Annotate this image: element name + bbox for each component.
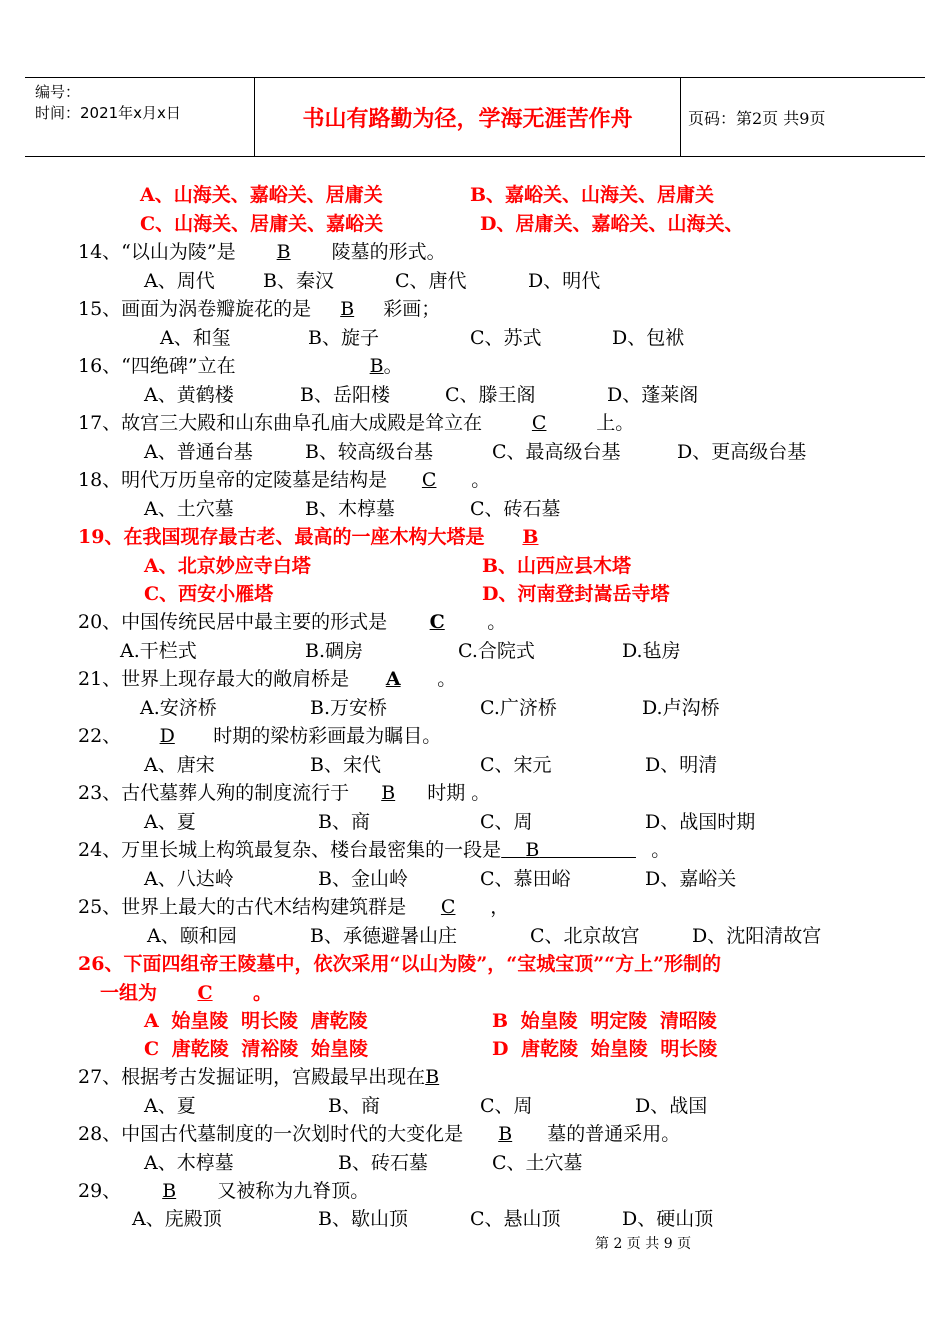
question-text: 15、画面为涡卷瓣旋花的是 [78,298,312,320]
q15-option-c: C、苏式 [470,327,542,349]
q20-option-b: B.碉房 [305,640,364,662]
q16-option-c: C、滕王阁 [445,384,536,406]
question-text: 陵墓的形式。 [331,241,446,263]
q22-option-b: B、宋代 [310,754,381,776]
q18-option-a: A、土穴墓 [144,498,234,520]
question-20 [78,610,506,634]
answer-blank: C [421,469,437,491]
q19-option-b: B、山西应县木塔 [482,555,632,577]
q28-option-c: C、土穴墓 [492,1152,583,1174]
q13-option-b: B、嘉峪关、山海关、居庸关 [470,184,715,206]
header-page-label: 页码：第2页 共9页 [688,109,826,128]
question-text: 22、 [78,725,122,747]
question-text: 27、根据考古发掘证明，宫殿最早出现在 [78,1066,426,1088]
question-27 [78,1065,505,1089]
question-text: 21、世界上现存最大的敞肩桥是 [78,668,350,690]
header-divider [680,78,681,156]
q27-option-c: C、周 [480,1095,533,1117]
q16-option-b: B、岳阳楼 [300,384,390,406]
code-label: 编号： [35,83,81,101]
answer-blank: B [162,1180,177,1202]
q20-option-c: C.合院式 [458,640,535,662]
answer-blank: A [385,668,401,690]
q23-option-b: B、商 [318,811,370,833]
question-21 [78,667,456,691]
question-25 [78,895,509,919]
q14-option-c: C、唐代 [395,270,467,292]
q21-option-d: D.卢沟桥 [642,697,720,719]
q17-option-d: D、更高级台基 [677,441,807,463]
q15-option-b: B、旋子 [308,327,379,349]
q23-option-a: A、夏 [144,811,196,833]
q24-option-a: A、八达岭 [144,868,234,890]
q23-option-c: C、周 [480,811,533,833]
question-text: ， [490,896,510,918]
q28-option-a: A、木椁墓 [144,1152,234,1174]
question-29 [78,1179,369,1203]
question-text: 时期的梁枋彩画最为瞩目。 [213,725,442,747]
q19-option-a: A、北京妙应寺白塔 [144,555,311,577]
q20-option-a: A.干栏式 [120,640,197,662]
question-text: 14、“以山为陵”是 [78,241,236,263]
question-16 [78,354,403,378]
answer-blank: B [498,1123,513,1145]
q23-option-d: D、战国时期 [645,811,756,833]
q19-option-c: C、西安小雁塔 [144,583,274,605]
question-26-line-2 [100,981,272,1005]
time-label: 时间：2021年x月x日 [35,104,181,122]
q29-option-c: C、悬山顶 [470,1208,561,1230]
answer-blank: B [276,241,291,263]
q25-option-b: B、承德避暑山庄 [310,925,457,947]
question-19 [78,525,576,549]
q15-option-d: D、包袱 [612,327,685,349]
q14-option-d: D、明代 [528,270,601,292]
q24-option-b: B、金山岭 [318,868,408,890]
q21-option-c: C.广济桥 [480,697,557,719]
answer-blank: C [429,611,445,633]
question-text: 又被称为九脊顶。 [217,1180,370,1202]
question-text: 24、万里长城上构筑最复杂、楼台最密集的一段是 [78,839,502,861]
q22-option-c: C、宋元 [480,754,552,776]
answer-blank: C [197,982,213,1004]
question-22 [78,724,441,748]
q17-option-c: C、最高级台基 [492,441,621,463]
q27-option-d: D、战国 [635,1095,708,1117]
question-text: 23、古代墓葬人殉的制度流行于 [78,782,350,804]
q14-option-b: B、秦汉 [263,270,334,292]
question-text: 。 [487,611,507,633]
question-text: 墓的普通采用。 [547,1123,681,1145]
question-15 [78,297,440,321]
q29-option-b: B、歇山顶 [318,1208,408,1230]
question-text: 28、中国古代墓制度的一次划时代的大变化是 [78,1123,464,1145]
question-text: 25、世界上最大的古代木结构建筑群是 [78,896,407,918]
q26-option-d: D 唐乾陵 始皇陵 明长陵 [492,1038,718,1060]
q21-option-a: A.安济桥 [140,697,217,719]
q18-option-b: B、木椁墓 [305,498,395,520]
q18-option-c: C、砖石墓 [470,498,561,520]
question-18 [78,468,490,492]
q25-option-d: D、沈阳清故宫 [692,925,822,947]
q26-option-b: B 始皇陵 明定陵 清昭陵 [492,1010,717,1032]
page-header [25,77,925,157]
question-14 [78,240,446,264]
q29-option-d: D、硬山顶 [622,1208,714,1230]
header-left-cell [35,82,181,124]
q22-option-d: D、明清 [645,754,718,776]
answer-blank: B [369,355,384,377]
q27-option-b: B、商 [328,1095,380,1117]
q15-option-a: A、和玺 [160,327,231,349]
question-17 [78,411,634,435]
question-text: 上。 [596,412,635,434]
question-text: 16、“四绝碑”立在 [78,355,236,377]
question-text: 。 [383,355,403,377]
question-text: 。 [437,668,457,690]
q17-option-b: B、较高级台基 [305,441,433,463]
question-text: 29、 [78,1180,122,1202]
answer-blank: B [525,839,540,861]
question-28 [78,1122,680,1146]
question-text: 时期 。 [427,782,491,804]
question-text: 。 [253,982,273,1004]
q13-option-c: C、山海关、居庸关、嘉峪关 [140,213,384,235]
question-text: 彩画； [383,298,441,320]
q19-option-d: D、河南登封嵩岳寺塔 [482,583,670,605]
q16-option-d: D、蓬莱阁 [607,384,699,406]
q17-option-a: A、普通台基 [144,441,253,463]
q27-option-a: A、夏 [144,1095,196,1117]
q25-option-c: C、北京故宫 [530,925,640,947]
answer-blank: B [381,782,396,804]
q20-option-d: D.毡房 [622,640,681,662]
question-26-line-1: 26、下面四组帝王陵墓中，依次采用“以山为陵”，“宝城宝顶”“方上”形制的 [78,953,722,975]
q16-option-a: A、黄鹤楼 [144,384,234,406]
q21-option-b: B.万安桥 [310,697,388,719]
q24-option-c: C、慕田峪 [480,868,571,890]
q24-option-d: D、嘉峪关 [645,868,737,890]
q26-option-a: A 始皇陵 明长陵 唐乾陵 [144,1010,368,1032]
q13-option-d: D、居庸关、嘉峪关、山海关、 [480,213,744,235]
q26-option-c: C 唐乾陵 清裕陵 始皇陵 [144,1038,368,1060]
question-text: 。 [651,839,671,861]
question-text: 。 [471,469,491,491]
q14-option-a: A、周代 [144,270,215,292]
answer-blank: D [159,725,175,747]
question-24 [78,838,670,862]
answer-blank: C [531,412,547,434]
q29-option-a: A、庑殿顶 [132,1208,222,1230]
page-footer: 第 2 页 共 9 页 [595,1236,692,1252]
question-text: 19、在我国现存最古老、最高的一座木构大塔是 [78,526,485,548]
question-text: 20、中国传统民居中最主要的形式是 [78,611,388,633]
answer-blank: B [340,298,355,320]
question-text: 17、故宫三大殿和山东曲阜孔庙大成殿是耸立在 [78,412,483,434]
answer-blank: B [522,526,539,548]
q28-option-b: B、砖石墓 [338,1152,428,1174]
q25-option-a: A、颐和园 [147,925,237,947]
answer-blank: C [440,896,456,918]
answer-blank: B [425,1066,440,1088]
header-motto: 书山有路勤为径，学海无涯苦作舟 [302,106,633,132]
q13-option-a: A、山海关、嘉峪关、居庸关 [140,184,383,206]
q22-option-a: A、唐宋 [144,754,215,776]
question-23 [78,781,490,805]
question-text: 一组为 [100,982,158,1004]
question-text: 18、明代万历皇帝的定陵墓是结构是 [78,469,388,491]
